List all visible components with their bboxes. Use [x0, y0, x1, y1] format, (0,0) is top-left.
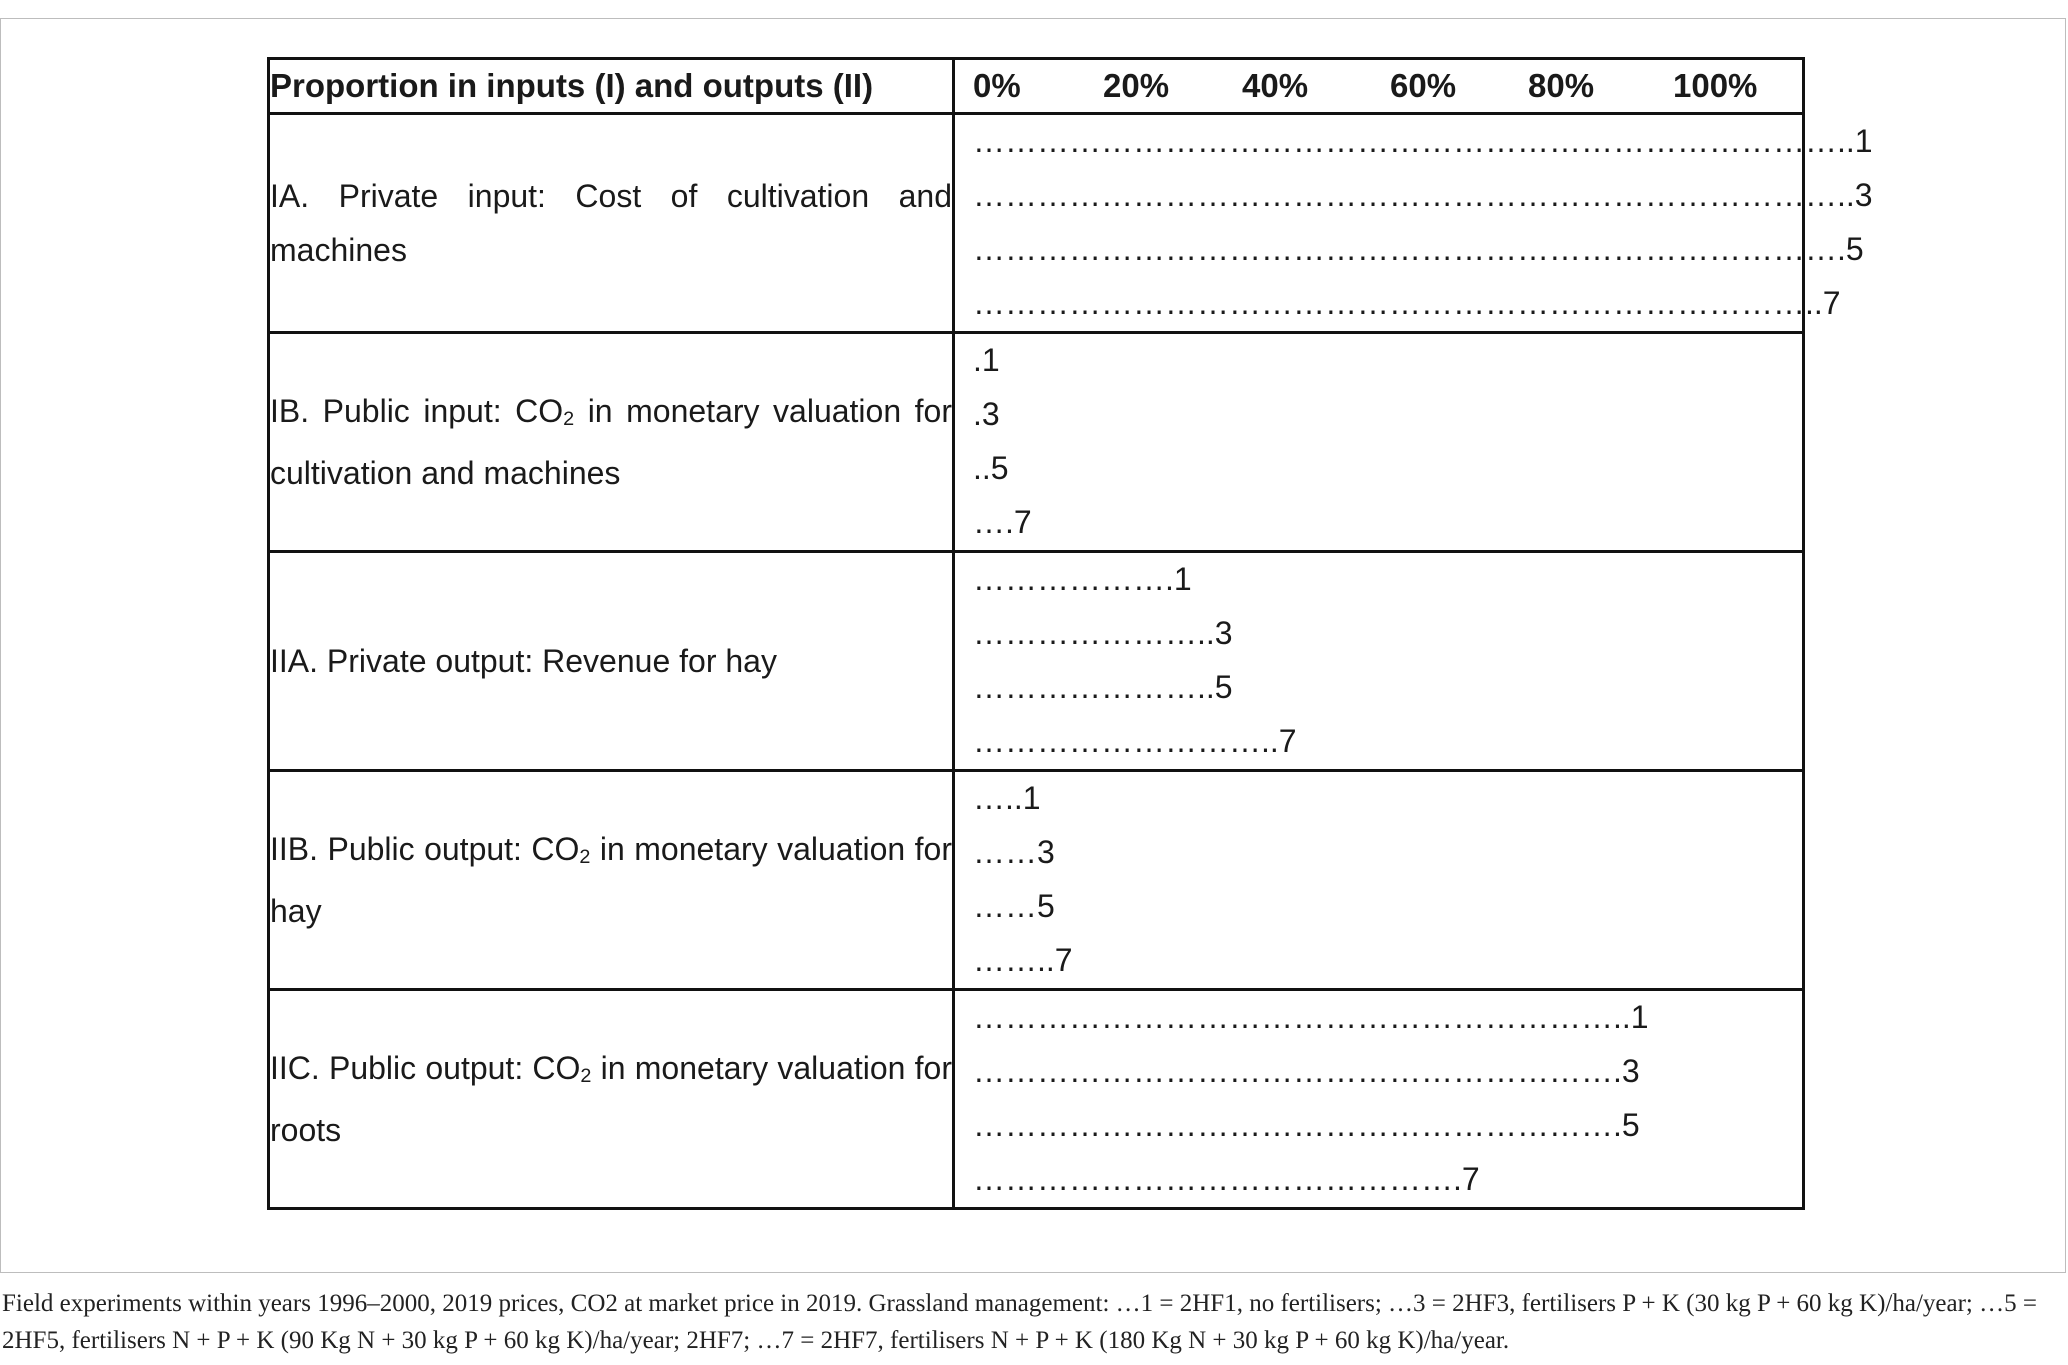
bar-end-label: 3 — [981, 396, 1000, 432]
row-label-subscript: 2 — [579, 845, 591, 868]
bar-end-label: 7 — [1278, 723, 1297, 759]
dotted-bar — [973, 933, 1073, 987]
row-label-subscript: 2 — [580, 1064, 592, 1087]
bar-dots: ………………….. — [973, 615, 1215, 651]
dotted-bar — [973, 495, 1031, 549]
row-label-text: IIA. Private output: Revenue for hay — [270, 643, 777, 679]
dotted-bar — [973, 990, 1649, 1044]
row-bars — [954, 114, 1873, 333]
row-bars — [954, 990, 1804, 1209]
header-label: Proportion in inputs (I) and outputs (II) — [269, 59, 954, 114]
dotted-bar — [973, 387, 1000, 441]
axis-tick: 40% — [1242, 67, 1309, 104]
figure-frame — [0, 18, 2066, 1273]
bar-dots: …… — [973, 834, 1037, 870]
axis-tick: 60% — [1390, 67, 1457, 104]
bar-end-label: 5 — [1621, 1107, 1640, 1143]
axis-tick: 20% — [1103, 67, 1170, 104]
row-label-subscript: 2 — [563, 407, 575, 430]
bar-dots: ………………………………………………………………………. — [973, 231, 1846, 267]
row-label — [269, 333, 954, 552]
axis-tick: 100% — [1673, 67, 1758, 104]
dotted-bar — [973, 552, 1192, 606]
bar-dots: ….. — [973, 780, 1023, 816]
row-label-text: IIB. Public output: CO — [270, 831, 580, 868]
row-label-text: IIC. Public output: CO — [270, 1050, 581, 1087]
bar-end-label: 5 — [1845, 231, 1864, 267]
dotted-bar — [973, 168, 1873, 222]
row-label-text: IB. Public input: CO — [270, 393, 564, 430]
bar-end-label: 7 — [1822, 285, 1841, 321]
proportion-table — [267, 57, 1873, 1210]
dotted-bar — [973, 1044, 1640, 1098]
bar-end-label: 1 — [981, 342, 1000, 378]
header-row — [269, 59, 1804, 114]
bar-end-label: 1 — [1173, 561, 1192, 597]
bar-dots: …………………………………………………………………….. — [973, 285, 1823, 321]
row-bars — [954, 552, 1804, 771]
dotted-bar — [973, 114, 1873, 168]
dotted-bar — [973, 606, 1233, 660]
table-row — [269, 333, 1804, 552]
dotted-bar — [973, 333, 1000, 387]
bar-dots: ……………………………………………………. — [973, 1107, 1622, 1143]
dotted-bar — [973, 771, 1041, 825]
bar-end-label: 3 — [1037, 834, 1055, 870]
table-footnote: Field experiments within years 1996–2000, 2019 prices, CO2 at market price in 2019. Grassland management: …1 = 2HF1, no fertilisers; …3 = 2HF3, fertilisers P + K (30 kg P + 60 kg K)/ha/year; …5 = 2HF5, fertilisers N + P + K (90 Kg N + 30 kg P + 60 kg K)/ha/year; 2HF7; …7 = 2HF7, fertilisers N + P + K (180 Kg N + 30 kg P + 60 kg K)/ha/year. — [2, 1290, 2037, 1354]
bar-dots: ……………………………………………………………………….. — [973, 177, 1855, 213]
row-label-text: in monetary valuation for roots — [270, 1050, 953, 1148]
bar-end-label: 7 — [1461, 1161, 1480, 1197]
bar-dots: ……………………………………………………………………….. — [973, 123, 1855, 159]
row-label — [269, 771, 954, 990]
bar-dots: …………………………………………………….. — [973, 999, 1631, 1035]
row-label — [269, 114, 954, 333]
row-label — [269, 990, 954, 1209]
bar-dots: . — [973, 342, 982, 378]
bar-dots: .. — [973, 450, 991, 486]
bar-end-label: 5 — [1214, 669, 1233, 705]
table-row — [269, 114, 1804, 333]
dotted-bar — [973, 825, 1055, 879]
row-label — [269, 552, 954, 771]
bar-dots: ………………. — [973, 561, 1174, 597]
row-label-text: in monetary valuation for cultivation and machines — [270, 393, 953, 491]
bar-end-label: 1 — [1854, 123, 1873, 159]
dotted-bar — [973, 222, 1864, 276]
row-label-text: in monetary valuation for hay — [270, 831, 953, 929]
bar-dots: …. — [973, 504, 1014, 540]
bar-end-label: 5 — [1037, 888, 1055, 924]
dotted-bar — [973, 1098, 1640, 1152]
axis-ticks — [954, 59, 1804, 114]
table-row — [269, 990, 1804, 1209]
axis-tick: 0% — [973, 67, 1021, 104]
dotted-bar — [973, 1152, 1480, 1206]
bar-end-label: 3 — [1621, 1053, 1640, 1089]
table-row — [269, 771, 1804, 990]
bar-end-label: 1 — [1630, 999, 1649, 1035]
bar-dots: ……………………………………………………. — [973, 1053, 1622, 1089]
table-row — [269, 552, 1804, 771]
bar-end-label: 5 — [990, 450, 1009, 486]
bar-dots: ………………….. — [973, 669, 1215, 705]
bar-dots: . — [973, 396, 982, 432]
bar-end-label: 7 — [1054, 942, 1073, 978]
row-bars — [954, 771, 1804, 990]
bar-dots: …… — [973, 888, 1037, 924]
bar-dots: ………………………………………. — [973, 1161, 1462, 1197]
bar-dots: ……………………….. — [973, 723, 1279, 759]
dotted-bar — [973, 879, 1055, 933]
bar-end-label: 3 — [1214, 615, 1233, 651]
bar-end-label: 7 — [1013, 504, 1032, 540]
bar-end-label: 1 — [1022, 780, 1041, 816]
bar-end-label: 3 — [1854, 177, 1873, 213]
bar-dots: …….. — [973, 942, 1055, 978]
axis-tick: 80% — [1528, 67, 1595, 104]
row-label-text: IA. Private input: Cost of cultivation and machines — [270, 178, 952, 268]
dotted-bar — [973, 276, 1841, 330]
dotted-bar — [973, 441, 1009, 495]
dotted-bar — [973, 714, 1297, 768]
row-bars — [954, 333, 1804, 552]
dotted-bar — [973, 660, 1233, 714]
